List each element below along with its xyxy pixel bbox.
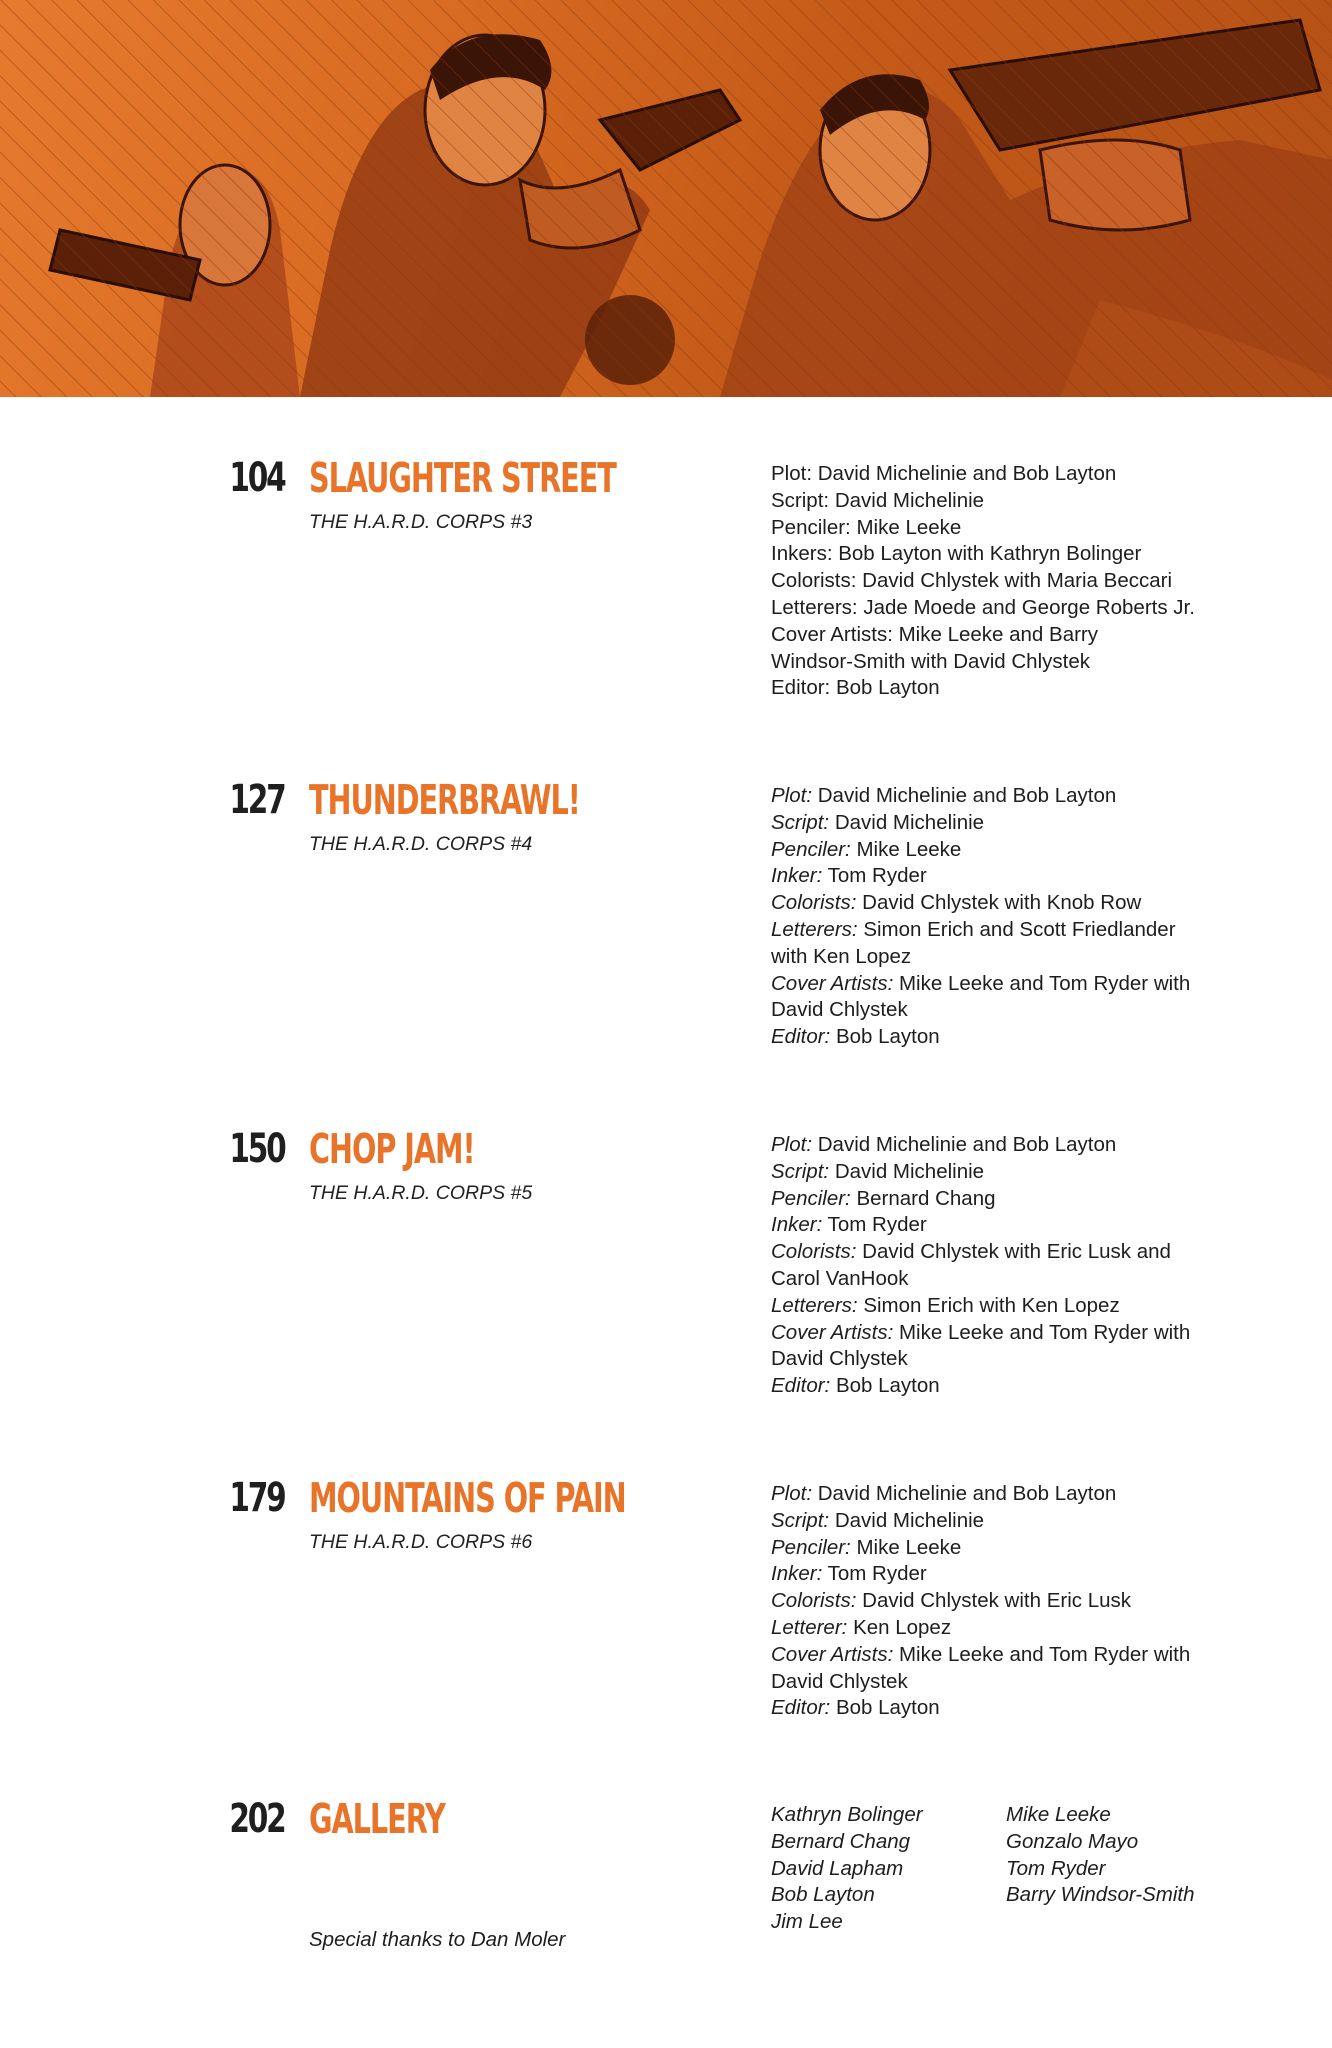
credit-role: Script: [771, 1508, 830, 1532]
credits-list [771, 461, 1251, 702]
credits-list [771, 1481, 1251, 1722]
gallery-artist: Gonzalo Mayo [1006, 1829, 1139, 1853]
credit-role: Cover Artists: [771, 971, 894, 995]
credit-role: Inker: [771, 864, 823, 888]
credit-role: Letterer: [771, 1615, 848, 1639]
credit-names: David Michelinie [834, 1508, 985, 1532]
credit-line [771, 595, 1251, 622]
credit-line [771, 515, 1251, 542]
comic-art-banner-icon [0, 0, 1332, 397]
credit-names: Simon Erich and Scott Friedlander [863, 917, 1176, 941]
gallery-artist: Jim Lee [771, 1910, 843, 1934]
credit-names: David Michelinie [834, 488, 985, 512]
credit-names: Jade Moede and George Roberts Jr. [863, 595, 1195, 619]
story-subtitle: THE H.A.R.D. CORPS #3 [309, 511, 533, 533]
credit-line [771, 1186, 1251, 1213]
credit-names: Mike Leeke [856, 1535, 962, 1559]
credit-line [771, 1024, 1251, 1051]
credit-line [771, 997, 1251, 1024]
credit-role: Plot: [771, 462, 813, 485]
credit-line [771, 675, 1251, 702]
credit-line [771, 541, 1251, 568]
credit-names: David Chlystek [771, 1347, 908, 1371]
credit-role: Script: [771, 1159, 830, 1183]
story-title: THUNDERBRAWL! [309, 776, 580, 824]
credit-line [771, 1293, 1251, 1320]
credit-line [771, 1669, 1251, 1696]
credit-line [771, 1159, 1251, 1186]
credit-role: Penciler: [771, 1535, 851, 1559]
story-title: MOUNTAINS OF PAIN [309, 1474, 626, 1522]
credit-line [771, 837, 1251, 864]
credit-line [771, 863, 1251, 890]
credit-role: Editor: [771, 676, 831, 700]
credit-names: David Michelinie and Bob Layton [817, 784, 1117, 807]
credit-names: Mike Leeke and Tom Ryder with [898, 1320, 1191, 1344]
credit-role: Inker: [771, 1562, 823, 1586]
credit-role: Colorists: [771, 891, 857, 915]
story-subtitle: THE H.A.R.D. CORPS #4 [309, 833, 533, 855]
page-number: 104 [228, 455, 284, 501]
credit-line [771, 622, 1251, 649]
comic-art-banner [0, 0, 1332, 397]
credit-role: Letterers: [771, 917, 858, 941]
gallery-artist: Kathryn Bolinger [771, 1803, 923, 1826]
credit-names: Mike Leeke and Barry [898, 622, 1098, 646]
credit-role: Inkers: [771, 542, 833, 566]
credit-names: Bob Layton [835, 1696, 940, 1720]
credit-line [771, 461, 1251, 488]
gallery-artist: Mike Leeke [1006, 1803, 1111, 1826]
credit-names: Tom Ryder [827, 1562, 927, 1586]
page-number: 202 [228, 1796, 284, 1842]
credit-role: Cover Artists: [771, 622, 893, 646]
gallery-title: GALLERY [309, 1795, 445, 1843]
credit-line [771, 1266, 1251, 1293]
credit-names: David Michelinie and Bob Layton [817, 1482, 1117, 1505]
credit-names: David Chlystek with Eric Lusk [862, 1589, 1132, 1613]
credit-names: Tom Ryder [827, 864, 927, 888]
gallery-artist: Tom Ryder [1006, 1856, 1106, 1880]
credit-names: David Chlystek [771, 1669, 908, 1693]
credit-role: Inker: [771, 1213, 823, 1237]
page-number: 179 [228, 1475, 284, 1521]
credit-names: Windsor-Smith with David Chlystek [771, 649, 1090, 673]
credit-line [771, 1642, 1251, 1669]
credit-names: David Chlystek with Maria Beccari [862, 569, 1173, 593]
credit-role: Plot: [771, 1482, 813, 1505]
credit-names: Carol VanHook [771, 1266, 909, 1290]
credit-names: Bob Layton with Kathryn Bolinger [838, 542, 1142, 566]
credit-role: Penciler: [771, 515, 851, 539]
credit-line [771, 1615, 1251, 1642]
credit-role: Cover Artists: [771, 1642, 894, 1666]
gallery-column-left [771, 1802, 923, 1936]
credit-line [771, 1561, 1251, 1588]
credit-names: David Michelinie [834, 810, 985, 834]
credit-line [771, 488, 1251, 515]
credit-line [771, 1588, 1251, 1615]
credits-list [771, 1132, 1251, 1400]
credit-role: Plot: [771, 784, 813, 807]
credit-line [771, 649, 1251, 676]
credit-role: Penciler: [771, 1186, 851, 1210]
gallery-column-right [1006, 1802, 1195, 1909]
credit-names: Mike Leeke and Tom Ryder with [898, 971, 1191, 995]
credit-role: Colorists: [771, 1589, 857, 1613]
credit-role: Colorists: [771, 1240, 857, 1264]
credit-line [771, 1695, 1251, 1722]
credit-line [771, 568, 1251, 595]
page-number: 127 [228, 777, 284, 823]
special-thanks: Special thanks to Dan Moler [309, 1928, 566, 1951]
credit-line [771, 890, 1251, 917]
credit-names: Bob Layton [835, 676, 940, 700]
credit-names: David Michelinie and Bob Layton [817, 462, 1117, 485]
credit-role: Plot: [771, 1133, 813, 1156]
credit-role: Script: [771, 488, 830, 512]
credit-names: David Michelinie [834, 1159, 985, 1183]
credit-line [771, 1212, 1251, 1239]
credit-names: Mike Leeke [856, 515, 962, 539]
credit-role: Cover Artists: [771, 1320, 894, 1344]
credit-names: David Chlystek with Knob Row [862, 891, 1142, 915]
credit-names: David Chlystek with Eric Lusk and [862, 1240, 1171, 1264]
credit-role: Letterers: [771, 595, 858, 619]
credit-names: with Ken Lopez [771, 944, 912, 968]
credit-line [771, 810, 1251, 837]
credit-line [771, 944, 1251, 971]
credit-line [771, 1373, 1251, 1400]
gallery-artist: Bernard Chang [771, 1829, 911, 1853]
credit-role: Script: [771, 810, 830, 834]
credit-line [771, 971, 1251, 998]
story-title: CHOP JAM! [309, 1125, 475, 1173]
credit-line [771, 1346, 1251, 1373]
gallery-artist: Barry Windsor-Smith [1006, 1883, 1195, 1907]
credit-names: Bernard Chang [856, 1186, 996, 1210]
credit-names: Simon Erich with Ken Lopez [863, 1293, 1120, 1317]
credit-names: Bob Layton [835, 1374, 940, 1398]
credit-line [771, 1481, 1251, 1508]
credit-role: Colorists: [771, 569, 857, 593]
credit-line [771, 1508, 1251, 1535]
credit-line [771, 1535, 1251, 1562]
credit-names: David Chlystek [771, 998, 908, 1022]
credit-role: Letterers: [771, 1293, 858, 1317]
credit-role: Editor: [771, 1696, 831, 1720]
credit-role: Editor: [771, 1025, 831, 1049]
credit-names: Mike Leeke and Tom Ryder with [898, 1642, 1191, 1666]
credit-names: Ken Lopez [853, 1615, 952, 1639]
credit-line [771, 1239, 1251, 1266]
credit-names: Mike Leeke [856, 837, 962, 861]
story-subtitle: THE H.A.R.D. CORPS #6 [309, 1531, 533, 1553]
credits-list [771, 783, 1251, 1051]
story-title: SLAUGHTER STREET [309, 454, 616, 502]
credit-line [771, 783, 1251, 810]
gallery-artist: David Lapham [771, 1856, 904, 1880]
credit-names: Bob Layton [835, 1025, 940, 1049]
credit-line [771, 1132, 1251, 1159]
credit-names: David Michelinie and Bob Layton [817, 1133, 1117, 1156]
credit-role: Penciler: [771, 837, 851, 861]
credit-role: Editor: [771, 1374, 831, 1398]
page-number: 150 [228, 1126, 284, 1172]
credit-line [771, 917, 1251, 944]
credit-line [771, 1320, 1251, 1347]
gallery-artist: Bob Layton [771, 1883, 875, 1907]
story-subtitle: THE H.A.R.D. CORPS #5 [309, 1182, 533, 1204]
credit-names: Tom Ryder [827, 1213, 927, 1237]
